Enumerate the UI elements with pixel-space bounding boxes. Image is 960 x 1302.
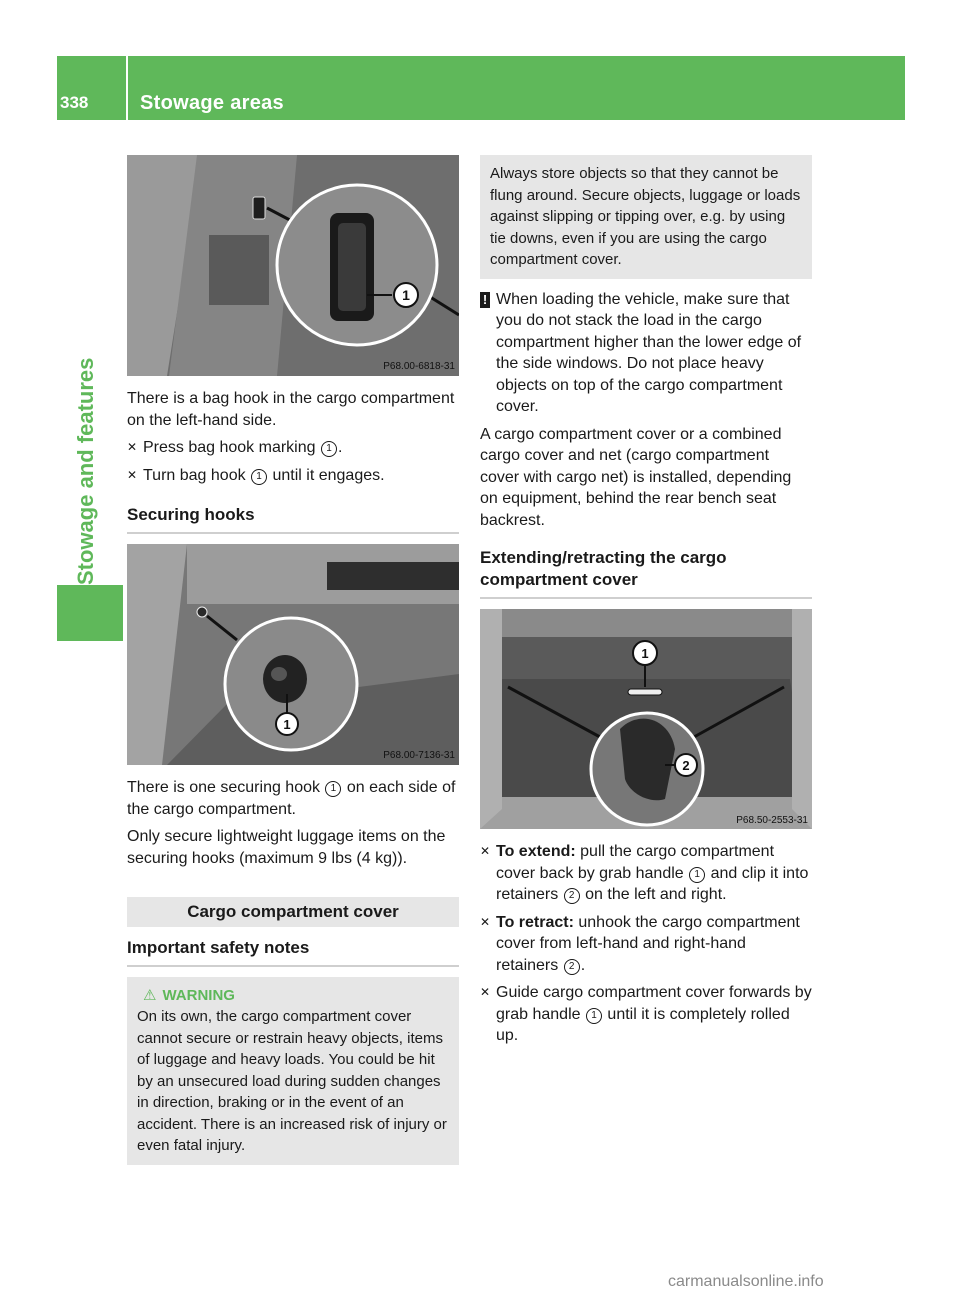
loading-note: ! When loading the vehicle, make sure that you do not stack the load in the cargo compartment higher than the lower edge of the side windows. Do not place heavy objects on top of the cargo compartment cover. (480, 289, 812, 418)
step-retract: ✕ To retract: unhook the cargo compartment cover from left-hand and right-hand retainers 2 . (480, 913, 800, 974)
callout-2-icon: 2 (564, 959, 580, 975)
safety-notes-heading: Important safety notes (127, 937, 459, 967)
watermark: carmanualsonline.info (668, 1273, 824, 1290)
step-arrow-icon: ✕ (127, 440, 138, 454)
figure2-code: P68.00-7136-31 (383, 750, 455, 761)
step-press-marking: ✕ Press bag hook marking 1 . (127, 437, 459, 459)
securing-hook-text: There is one securing hook 1 on each side of the cargo compartment. (127, 779, 456, 818)
cargo-cover-photo (480, 609, 812, 829)
exclamation-icon: ! (480, 292, 490, 308)
combined-cover-text: A cargo compartment cover or a combined cargo cover and net (cargo compartment cover with cargo net) is installed, depending on equipment, behind the rear bench seat backrest. (480, 425, 792, 529)
warning-triangle-icon: ⚠ (143, 986, 157, 1004)
callout-2-icon: 2 (564, 888, 580, 904)
bag-hook-photo (127, 155, 459, 376)
step-arrow-icon: ✕ (480, 844, 491, 858)
warning-box (127, 977, 459, 1165)
page-number: 338 (60, 93, 89, 112)
step-turn-hook: ✕ Turn bag hook 1 until it engages. (127, 465, 459, 487)
right-column (480, 155, 812, 1053)
lightweight-luggage-text: Only secure lightweight luggage items on the securing hooks (maximum 9 lbs (4 kg)). (127, 828, 446, 867)
securing-hooks-heading: Securing hooks (127, 504, 459, 534)
securing-hook-photo (127, 544, 459, 765)
callout-1-icon: 1 (251, 469, 267, 485)
step-guide: ✕ Guide cargo compartment cover forwards by grab handle 1 until it is completely rolled up. (480, 984, 812, 1044)
callout-1-icon: 1 (689, 867, 705, 883)
figure3-callout-2: 2 (682, 758, 690, 773)
step-arrow-icon: ✕ (127, 467, 138, 482)
callout-1-icon: 1 (325, 781, 341, 797)
callout-1-icon: 1 (586, 1008, 602, 1024)
figure3-code: P68.50-2553-31 (736, 815, 808, 826)
store-objects-box: Always store objects so that they cannot be flung around. Secure objects, luggage or loads against slipping or tipping over, e.g. by using tie downs, even if you are using the cargo compartment cover. (480, 155, 812, 279)
side-tab (57, 585, 123, 641)
figure2-callout-1: 1 (283, 717, 291, 732)
figure1-code: P68.00-6818-31 (383, 361, 455, 372)
bag-hook-text: There is a bag hook in the cargo compartment on the left-hand side. (127, 390, 455, 429)
callout-1-icon: 1 (321, 441, 337, 457)
step-arrow-icon: ✕ (480, 985, 491, 999)
figure3-callout-1: 1 (641, 646, 649, 661)
warning-title: WARNING (162, 986, 235, 1004)
cargo-cover-band: Cargo compartment cover (127, 897, 459, 927)
figure1-callout-1: 1 (402, 287, 410, 303)
step-arrow-icon: ✕ (480, 914, 491, 929)
warning-text: On its own, the cargo compartment cover cannot secure or restrain heavy objects, items of luggage and heavy loads. You could be hit by an unsecured load during sudden changes in direction, braking or in the event of an accident. There is an increased risk of injury or even fatal injury. (137, 1008, 447, 1154)
section-title: Stowage areas (140, 92, 284, 114)
step-extend: ✕ To extend: pull the cargo compartment cover back by grab handle 1 and clip it into retainers 2 on the left and right. (480, 843, 809, 903)
left-column (127, 155, 459, 1165)
extend-retract-heading: Extending/retracting the cargo compartment cover (480, 547, 812, 599)
header-divider (126, 56, 128, 120)
